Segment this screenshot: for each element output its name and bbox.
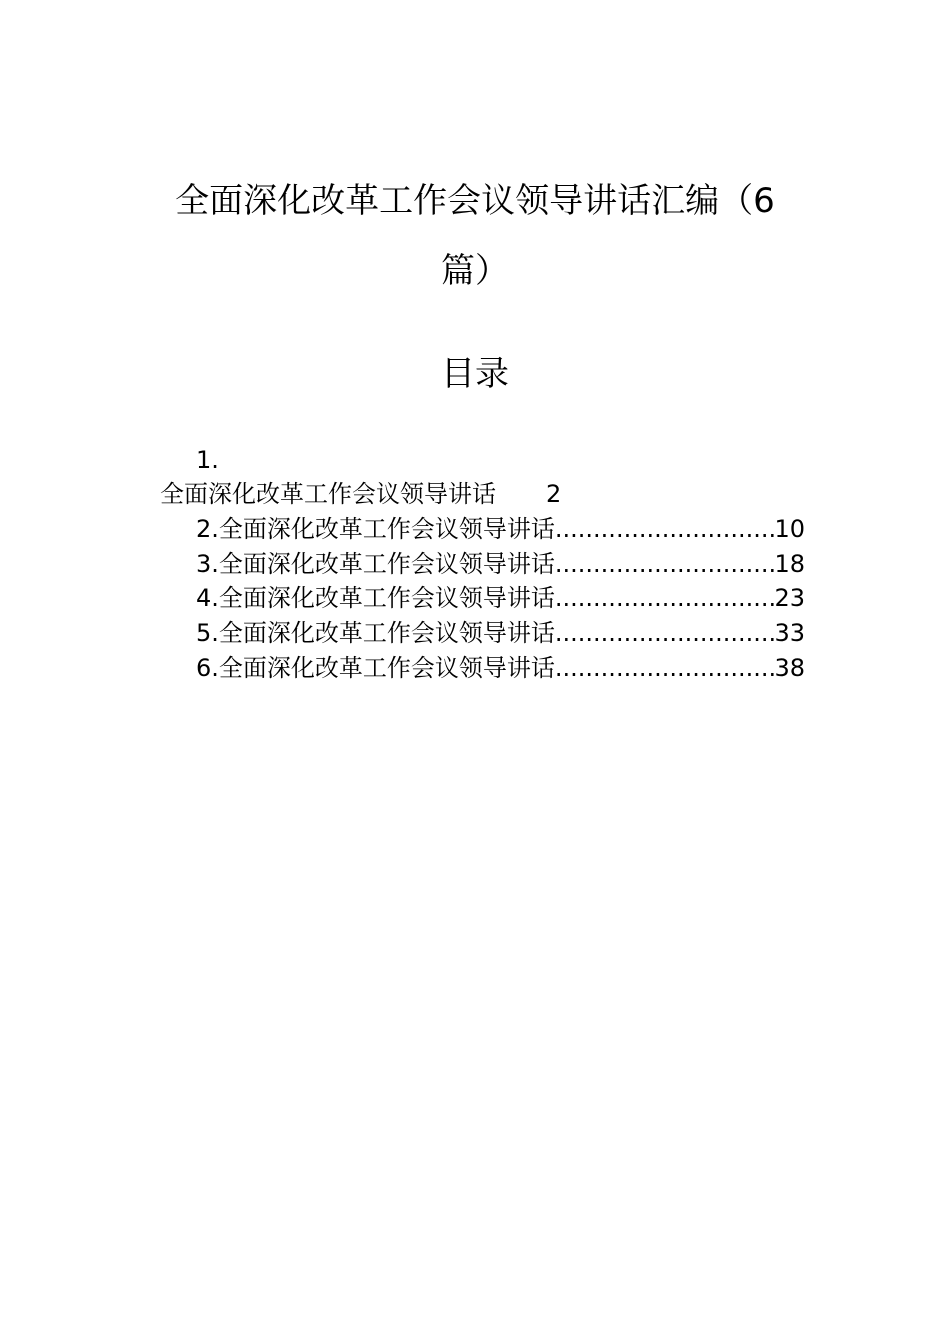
toc-entry-1-page: 2: [546, 480, 562, 508]
toc-entry-5[interactable]: [196, 618, 805, 648]
toc-entry-4[interactable]: [196, 583, 805, 613]
toc-entry-label: 6.全面深化改革工作会议领导讲话: [196, 654, 555, 682]
toc-entry-2[interactable]: [196, 514, 805, 544]
toc-entry-page: 38: [774, 654, 805, 682]
toc-entry-3[interactable]: [196, 549, 805, 579]
toc-entry-label: 4.全面深化改革工作会议领导讲话: [196, 584, 555, 612]
toc-entry-6[interactable]: [196, 653, 805, 683]
toc-entry-label: 3.全面深化改革工作会议领导讲话: [196, 550, 555, 578]
toc-dot-leader: [555, 653, 775, 683]
toc-entry-label: 2.全面深化改革工作会议领导讲话: [196, 515, 555, 543]
toc-dot-leader: [555, 514, 775, 544]
toc-dot-leader: [555, 549, 775, 579]
toc-entry-page: 23: [774, 584, 805, 612]
toc-entry-page: 33: [774, 619, 805, 647]
toc-entry-1-label[interactable]: 全面深化改革工作会议领导讲话: [160, 480, 496, 508]
toc-dot-leader: [555, 618, 775, 648]
document-title-line-2: 篇）: [441, 251, 509, 291]
toc-entry-page: 18: [774, 550, 805, 578]
toc-entry-page: 10: [774, 515, 805, 543]
toc-dot-leader: [555, 583, 775, 613]
toc-entry-label: 5.全面深化改革工作会议领导讲话: [196, 619, 555, 647]
toc-entry-1-number: 1.: [196, 446, 219, 474]
toc-heading: 目录: [441, 354, 509, 394]
document-title-line-1: 全面深化改革工作会议领导讲话汇编（6: [175, 181, 775, 221]
